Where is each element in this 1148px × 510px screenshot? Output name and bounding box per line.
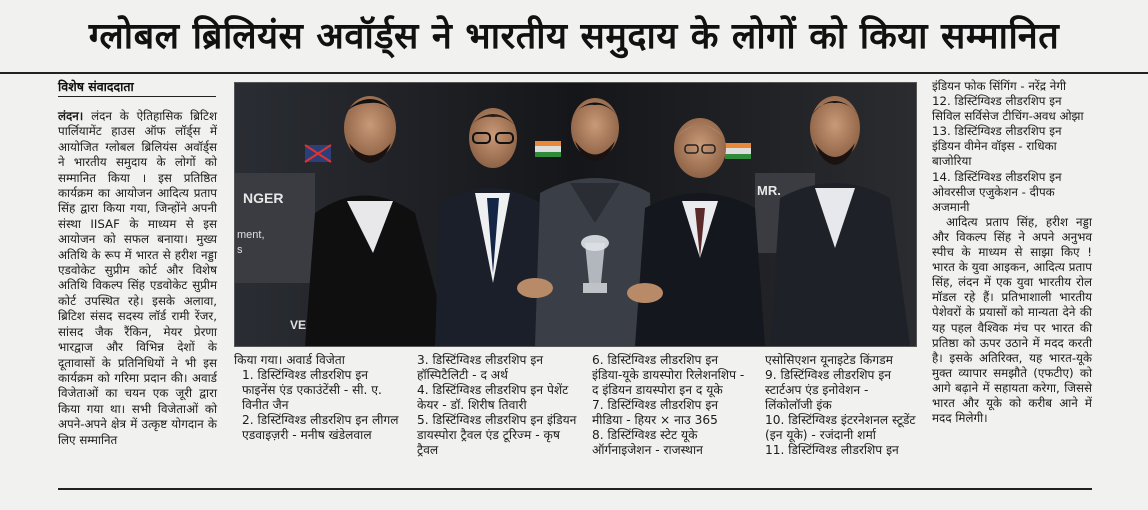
banner-text-4: VE [290, 318, 307, 332]
byline-rule [58, 96, 216, 97]
col4-line-2: 7. डिस्टिंग्विश्ड लीडरशिप इन मीडिया - हियर × नाउ 365 [592, 398, 719, 427]
article-column-5 [765, 353, 917, 458]
article-column-1 [58, 109, 217, 448]
col5-line-2: 9. डिस्टिंग्विश्ड लीडरशिप इन स्टार्टअप एंड इनोवेशन - लिंकोलॉजी इंक [765, 368, 892, 412]
col6-line-4: 14. डिस्टिंग्विश्ड लीडरशिप इन ओवरसीज एजुकेशन - दीपक अजमानी [932, 169, 1062, 214]
col5-line-1: एसोसिएशन यूनाइटेड किंगडम [765, 353, 893, 367]
col4-line-1: 6. डिस्टिंग्विश्ड लीडरशिप इन इंडिया-यूके डायस्पोरा रिलेशनशिप - द इंडियन डायस्पोरा इन द यूके [592, 353, 745, 397]
col3-line-3: 5. डिस्टिंग्विश्ड लीडरशिप इन इंडियन डायस्पोरा ट्रैवल एंड टूरिज्म - कृष ट्रैवल [417, 413, 577, 457]
article-column-2 [234, 353, 404, 443]
hands [517, 278, 553, 298]
bottom-rule [58, 488, 1092, 490]
dateline: लंदन। [58, 109, 84, 123]
banner-text-3: s [237, 244, 243, 256]
banner-text-1: NGER [243, 190, 284, 206]
article-column-4 [592, 353, 750, 458]
banner-text-2: ment, [237, 229, 265, 241]
col2-line-2: 1. डिस्टिंग्विश्ड लीडरशिप इन फाइनेंस एंड एकाउंटेंसी - सी. ए. विनीत जैन [242, 368, 382, 412]
article-column-6 [932, 79, 1092, 426]
col3-line-1: 3. डिस्टिंग्विश्ड लीडरशिप इन हॉस्पिटैलिटी - द अर्थ [417, 353, 544, 382]
column-1-text: लंदन के ऐतिहासिक ब्रिटिश पार्लियामेंट हाउस ऑफ लॉर्ड्स में आयोजित ग्लोबल ब्रिलियंस अवॉर्ड्स ने भारतीय समुदाय के लोगों को सम्मानित किया । इस प्रतिष्ठित कार्यक्रम का आयोजन आदित्य प्रताप सिंह द्वारा किया गया, जिन्होंने अपनी संस्था IISAF के माध्यम से इस आयोजन को सफल बनाया। मुख्य अतिथि के रूप में भारत से हरीश नड्डा एडवोकेट सुप्रीम कोर्ट और विशेष अतिथि विकल्प सिंह एडवोकेट सुप्रीम कोर्ट उपस्थित रहे। इसके अलावा, ब्रिटिश संसद सदस्य लॉर्ड रामी रेंजर, सांसद जैक रैंकिन, मेयर प्रेरणा भारद्वाज और विभिन्न देशों के दूतावासों के प्रतिनिधियों ने भी इस कार्यक्रम को गरिमा प्रदान की। अवार्ड विजेताओं का चयन एक जूरी द्वारा किया गया था। सभी विजेताओं को अपने-अपने क्षेत्र में उत्कृष्ट योगदान के लिए सम्मानित [58, 109, 217, 447]
headline: ग्लोबल ब्रिलियंस अवॉर्ड्स ने भारतीय समुदाय के लोगों को किया सम्मानित [88, 16, 1060, 57]
banner-text-5: MR. [757, 183, 781, 198]
col6-line-3: 13. डिस्टिंग्विश्ड लीडरशिप इन इंडियन वीमेन वॉइस - राधिका बाजोरिया [932, 124, 1062, 169]
article-column-3 [417, 353, 583, 458]
col6-line-1: इंडियन फोक सिंगिंग - नरेंद्र नेगी [932, 79, 1067, 93]
col4-line-3: 8. डिस्टिंग्विश्ड स्टेट यूके ऑर्गनाइजेशन - राजस्थान [592, 428, 703, 457]
byline: विशेष संवाददाता [58, 79, 134, 94]
col6-line-2: 12. डिस्टिंग्विश्ड लीडरशिप इन सिविल सर्विसेज टीचिंग-अवध ओझा [932, 94, 1084, 124]
col6-body: आदित्य प्रताप सिंह, हरीश नड्डा और विकल्प सिंह ने अपने अनुभव स्पीच के माध्यम से साझा किए ! भारत के युवा आइकन, आदित्य प्रताप सिंह, लंदन में एक युवा भारतीय रोल मॉडल रहे हैं। प्रतिभाशाली भारतीय पेशेवरों के प्रयासों को मान्यता देने की यह पहल वैश्विक मंच पर भारत की प्रतिष्ठा को ऊपर उठाने में मदद करती है। इसके अतिरिक्त, यह भारत-यूके मुक्त व्यापार समझौते (एफटीए) को आगे बढ़ाने में सहायता करेगा, जिससे भारत और यूके को करीब आने में मदद मिलेगी। [932, 214, 1092, 426]
col2-line-3: 2. डिस्टिंग्विश्ड लीडरशिप इन लीगल एडवाइज़री - मनीष खंडेलवाल [242, 413, 399, 442]
col2-line-1: किया गया। अवार्ड विजेता [234, 353, 345, 367]
col5-line-4: 11. डिस्टिंग्विश्ड लीडरशिप इन [765, 443, 899, 457]
award-photo [234, 82, 917, 347]
col3-line-2: 4. डिस्टिंग्विश्ड लीडरशिप इन पेशेंट केयर - डॉ. शिरीष तिवारी [417, 383, 569, 412]
award-photo-illustration [235, 83, 916, 346]
headline-rule [0, 72, 1148, 74]
col5-line-3: 10. डिस्टिंग्विश्ड इंटरनेशनल स्टूडेंट (इन यूके) - रजंदानी शर्मा [765, 413, 916, 442]
